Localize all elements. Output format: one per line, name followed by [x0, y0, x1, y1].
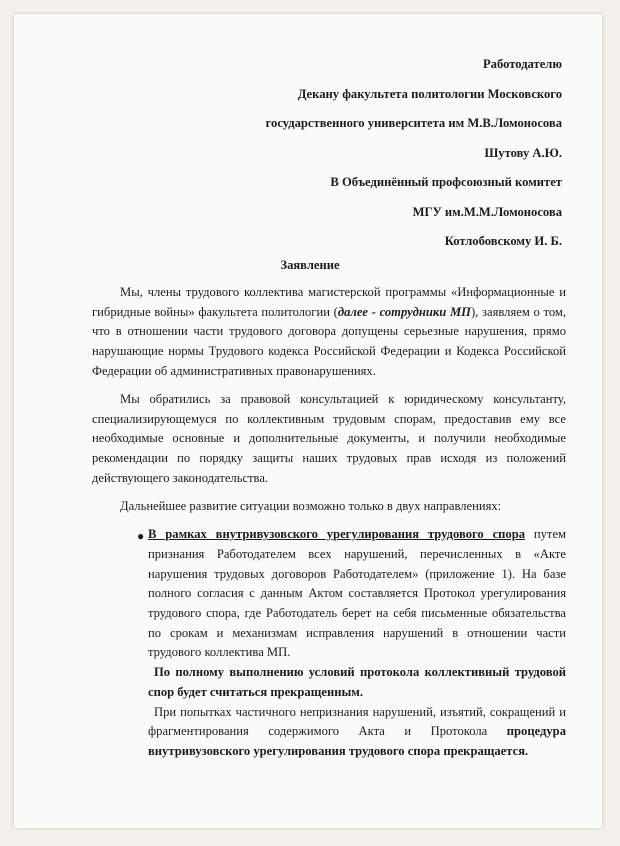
addressee-block: [42, 50, 562, 257]
addressee-line: В Объединённый профсоюзный комитет: [330, 175, 562, 189]
definition-emphasis: далее - сотрудники МП: [337, 304, 471, 319]
document-body: [92, 283, 566, 762]
bullet-last-text: При попытках частичного непризнания нарушений, изъятий, сокращений и фрагментирования содержимого Акта и Протокола: [148, 704, 566, 739]
addressee-line: Работодателю: [482, 57, 562, 71]
paragraph-1: Мы, члены трудового коллектива магистерской программы «Информационные и гибридные войны» факультета политологии (далее - сотрудники МП), заявляем о том, что в отношении части трудового договора допущены серьезные нарушения, прямо нарушающие нормы Трудового кодекса Российской Федерации и Кодекса Российской Федерации об административных правонарушениях.: [92, 285, 566, 378]
bullet-icon: ●: [137, 529, 145, 544]
bullet-text: путем признания Работодателем всех нарушений, перечисленных в «Акте нарушения трудовых договоров Работодателем» (приложение 1). На базе полного согласия с данным Актом составляется Протокол урегулирования трудового спора, где Работодатель берет на себя письменные обязательства по срокам и механизмам исправления нарушений в отношении части трудового коллектива МП.: [148, 527, 566, 660]
addressee-line: Декану факультета политологии Московского: [297, 86, 562, 101]
bullet-bold-statement: По полному выполнению условий протокола коллективный трудовой спор будет считаться прекращенным.: [148, 665, 566, 699]
bullet-last-bold: процедура внутривузовского урегулирования трудового спора прекращается.: [148, 724, 566, 758]
addressee-line: МГУ им.М.М.Ломоносова: [412, 204, 562, 219]
addressee-line: государственного университета им М.В.Ломоносова: [265, 116, 562, 130]
paragraph-3: Дальнейшее развитие ситуации возможно только в двух направлениях:: [120, 499, 502, 514]
addressee-line: Котлобовскому И. Б.: [444, 234, 562, 248]
document-title: Заявление: [280, 258, 340, 272]
bullet-heading: В рамках внутривузовского урегулирования трудового спора: [148, 527, 526, 542]
list-item: [92, 525, 566, 761]
addressee-line: Шутову А.Ю.: [484, 145, 562, 160]
paragraph-2: Мы обратились за правовой консультацией к юридическому консультанту, специализирующемуся по коллективным трудовым спорам, предоставив ему все необходимые основные и дополнительные документы, и получили необходимые рекомендации по порядку защиты наших трудовых прав исходя из положений действующего законодательства.: [92, 392, 566, 485]
